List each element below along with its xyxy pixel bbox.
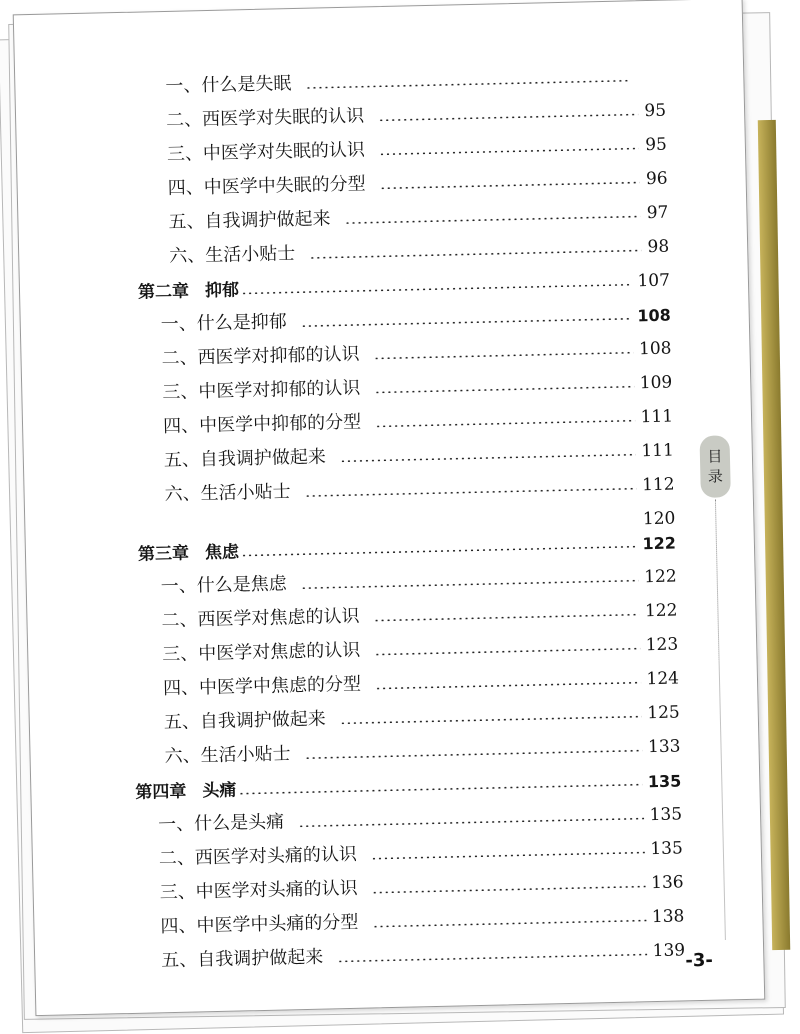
dot-leader [340, 715, 642, 724]
toc-entry-page: 97 [646, 202, 669, 224]
toc-side-tab [699, 435, 730, 498]
toc-entry-page: 125 [647, 702, 680, 724]
chapter-number: 第二章 [137, 281, 190, 303]
chapter-title: 焦虑 [204, 542, 240, 564]
toc-entry-label: 三、中医学对头痛的认识 [159, 877, 358, 904]
toc-entry-page: 124 [646, 668, 680, 690]
toc-entry-label: 六、生活小贴士 [169, 243, 296, 267]
dot-leader [374, 613, 640, 621]
dot-leader [305, 79, 629, 88]
dot-leader [375, 419, 635, 427]
toc-entry-label: 二、西医学对抑郁的认识 [161, 343, 360, 370]
chapter-number: 第三章 [137, 543, 190, 565]
toc-entry-label: 三、中医学对焦虑的认识 [162, 639, 361, 666]
toc-entry-label: 二、西医学对头痛的认识 [158, 843, 358, 870]
toc-entry-label: 四、中医学中焦虑的分型 [162, 673, 362, 700]
dot-leader [372, 885, 646, 893]
toc-entry-label: 六、生活小贴士 [164, 481, 291, 506]
dot-leader [374, 385, 634, 393]
side-dotted-rule [715, 500, 726, 940]
toc-entry-page: 98 [647, 236, 670, 258]
toc-entry-page: 108 [638, 338, 672, 360]
toc-entry-label: 六、生活小贴士 [164, 743, 291, 768]
dot-leader [309, 249, 641, 259]
toc-entry-page: 109 [639, 372, 673, 394]
toc-entry-page: 122 [643, 566, 677, 588]
toc-entry-label: 三、中医学对失眠的认识 [166, 139, 366, 165]
toc-entry-label: 四、中医学中抑郁的分型 [162, 411, 362, 438]
page-number: -3- [685, 949, 714, 972]
toc-entry-label: 二、西医学对焦虑的认识 [161, 605, 360, 632]
dot-leader [374, 351, 634, 359]
toc-entry-label: 四、中医学中头痛的分型 [160, 911, 359, 938]
toc-entry-label: 一、什么是头痛 [157, 811, 285, 836]
toc-entry-page: 96 [645, 168, 668, 190]
toc-entry-page: 122 [642, 533, 677, 554]
toc-entry-page: 111 [641, 440, 675, 462]
toc-entry-page: 108 [637, 305, 671, 326]
toc-entry-page: 111 [640, 406, 674, 428]
toc-entry-label: 二、西医学对失眠的认识 [165, 105, 365, 131]
toc-entry-page: 135 [647, 771, 682, 792]
toc-entry-label: 四、中医学中失眠的分型 [167, 173, 366, 199]
toc-page [13, 0, 766, 1016]
toc-entry-page: 120 [642, 508, 676, 530]
dot-leader [345, 215, 641, 224]
toc-entry-label: 一、什么是焦虑 [160, 573, 287, 598]
toc-entry-page: 135 [649, 804, 683, 826]
toc-entry-page: 133 [647, 736, 681, 758]
toc-entry-label: 一、什么是抑郁 [160, 311, 288, 336]
dot-leader [301, 317, 632, 326]
dot-leader [305, 487, 637, 497]
toc-entry-page: 107 [637, 270, 671, 292]
dot-leader [340, 453, 636, 462]
dot-leader [378, 113, 638, 121]
toc-entry-label: 五、自我调护做起来 [160, 946, 324, 972]
toc-entry-page: 138 [651, 906, 685, 928]
dot-leader [372, 919, 646, 927]
side-tab-char: 录 [707, 467, 724, 486]
dot-leader [337, 953, 647, 962]
dot-leader [371, 851, 645, 859]
chapter-title: 头痛 [202, 780, 237, 802]
toc-entry-page: 123 [645, 634, 679, 656]
toc-entry-page: 139 [652, 940, 686, 962]
chapter-number: 第四章 [135, 781, 187, 803]
toc-entry-label: 五、自我调护做起来 [163, 708, 327, 734]
toc-entry-label: 五、自我调护做起来 [168, 208, 331, 233]
toc-entry-label: 五、自我调护做起来 [163, 446, 327, 472]
toc-entry-page: 136 [650, 872, 684, 894]
toc-entry-page: 135 [650, 838, 684, 860]
dot-leader [380, 181, 640, 189]
toc-entry-page: 112 [641, 474, 675, 496]
table-of-contents [15, 51, 743, 972]
chapter-title: 抑郁 [204, 280, 240, 302]
side-tab-char: 目 [707, 447, 723, 466]
toc-entry-label: 三、中医学对抑郁的认识 [162, 377, 361, 404]
toc-entry-page: 95 [644, 134, 668, 156]
dot-leader [379, 147, 639, 155]
toc-entry-page: 122 [644, 600, 678, 622]
toc-entry-label: 一、什么是失眠 [165, 73, 292, 97]
dot-leader [374, 647, 640, 655]
dot-leader [375, 681, 641, 689]
toc-entry-page: 95 [644, 100, 667, 122]
